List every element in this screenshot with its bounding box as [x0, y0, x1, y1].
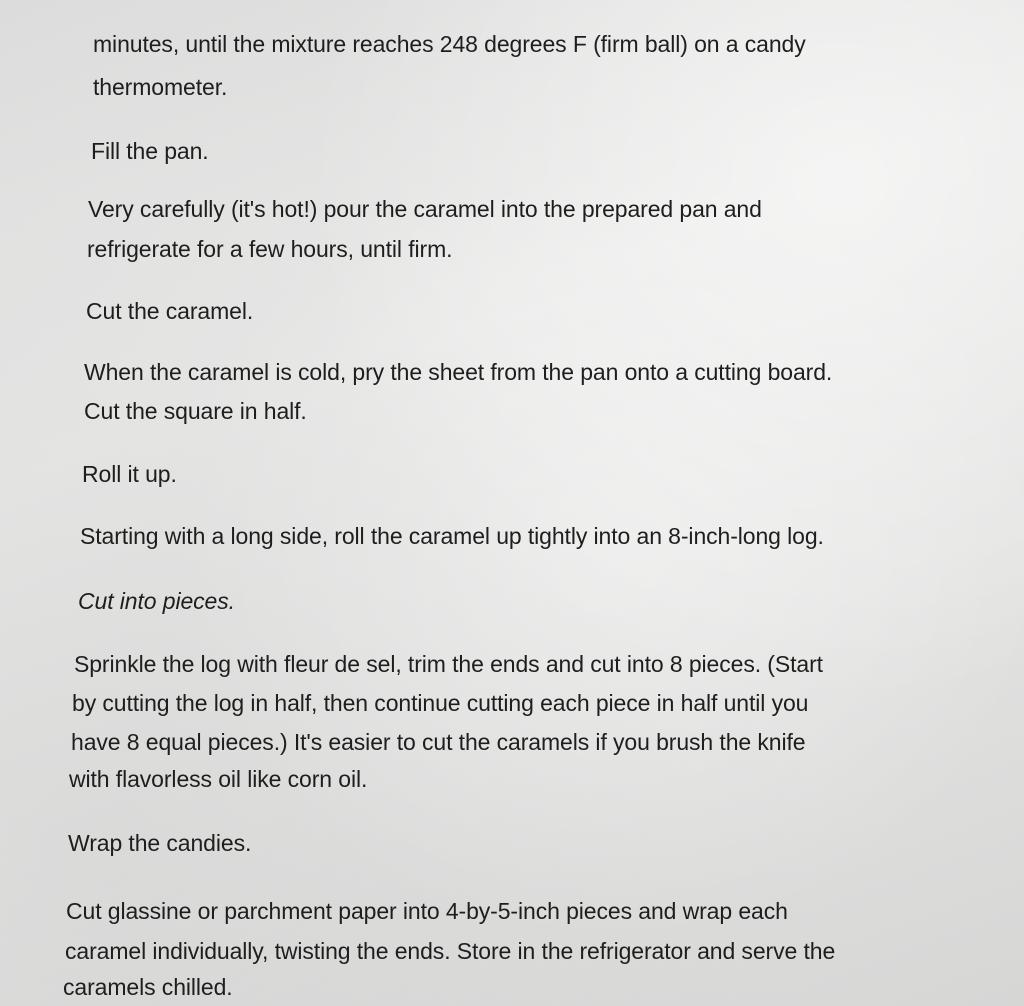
text-line: caramels chilled.: [63, 974, 233, 1000]
text-line: Cut the square in half.: [84, 398, 307, 424]
text-line: When the caramel is cold, pry the sheet from the pan onto a cutting board.: [84, 359, 833, 385]
text-line: Very carefully (it's hot!) pour the caramel into the prepared pan and: [88, 196, 762, 222]
text-line: Cut glassine or parchment paper into 4-by-5-inch pieces and wrap each: [66, 898, 788, 924]
text-line: minutes, until the mixture reaches 248 degrees F (firm ball) on a candy: [93, 31, 806, 57]
step-heading: Roll it up.: [82, 461, 177, 487]
text-line: caramel individually, twisting the ends. Store in the refrigerator and serve the: [65, 938, 836, 964]
text-line: refrigerate for a few hours, until firm.: [87, 236, 453, 262]
text-line: thermometer.: [93, 74, 228, 100]
text-line: Starting with a long side, roll the caramel up tightly into an 8-inch-long log.: [80, 523, 824, 549]
step-heading: Fill the pan.: [91, 138, 209, 164]
text-line: Sprinkle the log with fleur de sel, trim the ends and cut into 8 pieces. (Start: [74, 651, 823, 677]
text-line: with flavorless oil like corn oil.: [69, 766, 368, 792]
step-heading: Cut into pieces.: [78, 588, 235, 614]
text-line: by cutting the log in half, then continue cutting each piece in half until you: [72, 690, 809, 716]
step-heading: Cut the caramel.: [86, 298, 254, 324]
step-heading: Wrap the candies.: [68, 830, 252, 856]
text-line: have 8 equal pieces.) It's easier to cut the caramels if you brush the knife: [71, 729, 806, 755]
